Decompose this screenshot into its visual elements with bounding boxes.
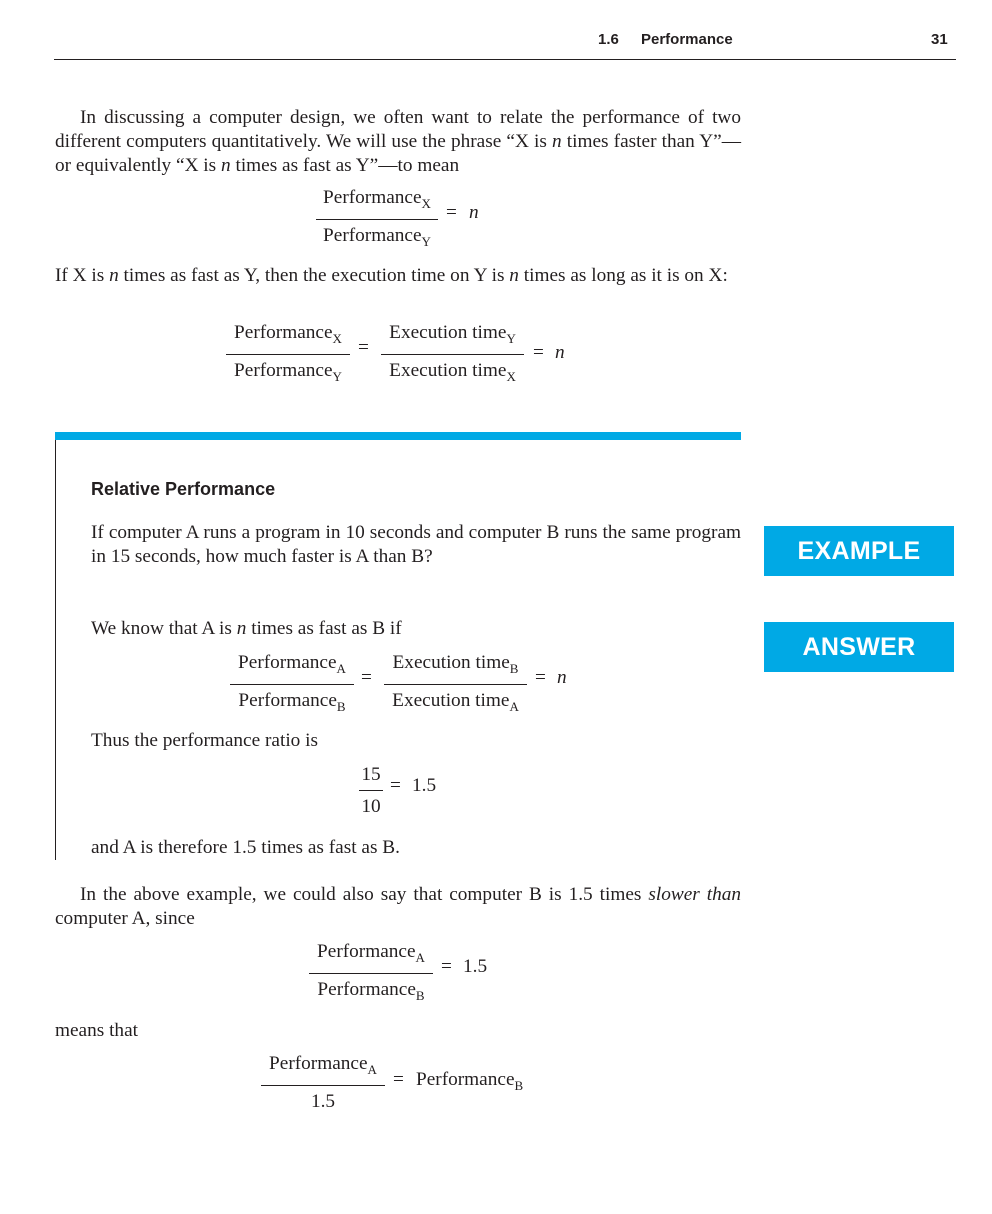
header-section-title: Performance <box>641 31 733 48</box>
fraction-perf-x-over-y: Performance$_X$ Performance$_Y$ <box>226 321 350 389</box>
fraction-perf-x-over-y: Performance$_X$ Performance$_Y$ <box>316 186 438 254</box>
fraction-15-over-10: 15 10 <box>359 763 383 819</box>
example-question: If computer A runs a program in 10 seconds and computer B runs the same program in 15 seconds, how much faster is A than B? <box>91 522 741 567</box>
rhs-performance-b: Performance$_B$ <box>416 1069 524 1093</box>
example-box-left-rule <box>55 440 56 860</box>
intro-paragraph: In discussing a computer design, we often want to relate the performance of two different computers quantitatively. We will use the phrase “X is n times faster than Y”—or equivalently “X is n times as fast as Y”—to mean <box>55 107 741 176</box>
answer-conclusion: and A is therefore 1.5 times as fast as B. <box>91 837 400 858</box>
example-title: Relative Performance <box>91 479 276 499</box>
fraction-perf-a-over-b: Performance$_A$ Performance$_B$ <box>309 940 433 1008</box>
fraction-exectime-y-over-x: Execution time$_Y$ Execution time$_X$ <box>381 321 524 389</box>
example-box-top-bar <box>55 432 741 440</box>
answer-tag: ANSWER <box>764 622 954 672</box>
answer-intro: We know that A is n times as fast as B if <box>91 618 402 639</box>
slower-than-paragraph: In the above example, we could also say that computer B is 1.5 times slower than computer A, since <box>55 884 742 929</box>
fraction-perf-a-over-1-5: Performance$_A$ 1.5 <box>261 1052 385 1114</box>
fraction-exectime-b-over-a: Execution time$_B$ Execution time$_A$ <box>384 651 527 719</box>
example-tag: EXAMPLE <box>764 526 954 576</box>
fraction-perf-a-over-b: Performance$_A$ Performance$_B$ <box>230 651 354 719</box>
answer-ratio-intro: Thus the performance ratio is <box>91 730 319 751</box>
execution-time-paragraph: If X is n times as fast as Y, then the execution time on Y is n times as long as it is on X: <box>55 265 728 286</box>
page-number: 31 <box>931 31 948 48</box>
means-that-text: means that <box>55 1020 138 1041</box>
header-section-number: 1.6 <box>598 31 619 48</box>
header-rule <box>54 59 956 60</box>
